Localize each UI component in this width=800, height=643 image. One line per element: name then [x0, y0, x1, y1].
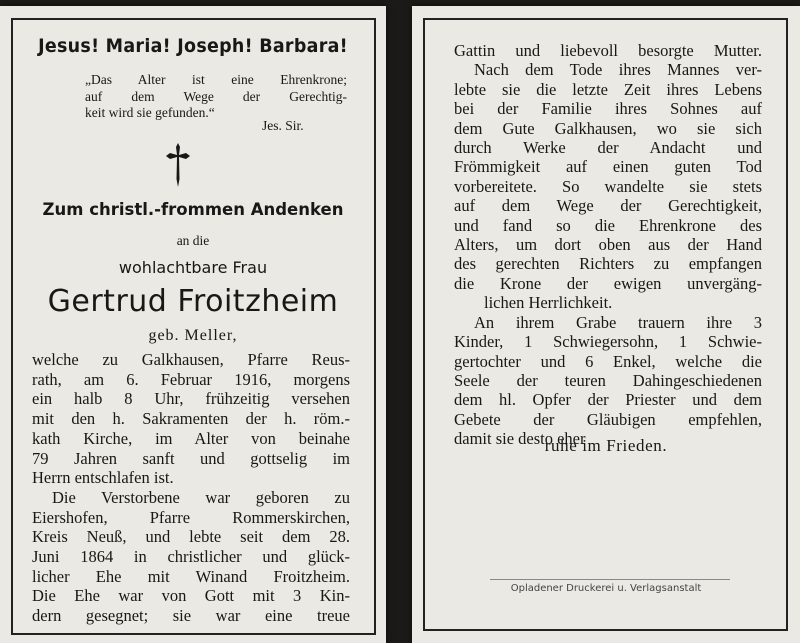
body-line: rath, am 6. Februar 1916, morgens: [32, 369, 350, 389]
body-line: bei der Familie ihres Sohnes auf: [454, 99, 762, 119]
body-line: mit den h. Sakramenten der h. röm.-: [32, 409, 350, 429]
body-line: lichen Herrlichkeit.: [484, 293, 613, 313]
body-line: Nach dem Tode ihres Mannes ver-: [474, 60, 762, 80]
body-line: Alters, um dort oben aus der Hand: [454, 235, 762, 255]
motto-source: Jes. Sir.: [262, 118, 304, 133]
motto-line: keit wird sie gefunden.“: [85, 105, 215, 120]
body-line: und fand so die Ehrenkrone des: [454, 215, 762, 235]
honorific: wohlachtbare Frau: [118, 258, 268, 277]
body-line: welche zu Galkhausen, Pfarre Reus-: [32, 350, 350, 369]
body-line: lebte sie die letzte Zeit ihres Lebens: [454, 79, 762, 99]
body-line: Gebete der Gläubigen empfehlen,: [454, 409, 762, 429]
body-line: Die Verstorbene war geboren zu: [52, 487, 350, 507]
body-line: dem hl. Opfer der Priester und dem: [454, 390, 762, 410]
body-line: kath Kirche, im Alter von beinahe: [32, 428, 350, 448]
body-line: Die Ehe war von Gott mit 3 Kin-: [32, 586, 350, 606]
body-line: An ihrem Grabe trauern ihre 3: [474, 312, 762, 332]
body-line: vorbereitete. So wandelte sie stets: [454, 176, 762, 196]
body-line: gertochter und 6 Enkel, welche die: [454, 351, 762, 371]
body-line: Juni 1864 in christlicher und glück-: [32, 547, 350, 567]
body-line: Gattin und liebevoll besorgte Mutter.: [454, 41, 762, 60]
body-line: licher Ehe mit Winand Froitzheim.: [32, 566, 350, 586]
body-line: Frömmigkeit auf einen guten Tod: [454, 157, 762, 177]
left-page: [0, 6, 386, 643]
invocation: Jesus! Maria! Joseph! Barbara!: [38, 35, 348, 57]
motto-line: „Das Alter ist eine Ehrenkrone;: [85, 72, 347, 87]
an-die-text: an die: [176, 233, 210, 248]
motto-quote: [85, 72, 347, 122]
body-line: ein halb 8 Uhr, frühzeitig versehen: [32, 389, 350, 409]
deceased-name: Gertrud Froitzheim: [47, 284, 339, 319]
closing-line: ruhe im Frieden.: [544, 436, 668, 455]
right-page: [412, 6, 800, 643]
body-line: Herrn entschlafen ist.: [32, 468, 174, 488]
body-line: 79 Jahren sanft und gottselig im: [32, 448, 350, 468]
body-line: dem Gute Galkhausen, wo sie sich: [454, 118, 762, 138]
body-line: die Krone der ewigen unvergäng-: [454, 273, 762, 293]
body-line: Eiershofen, Pfarre Rommerskirchen,: [32, 507, 350, 527]
body-line: Kinder, 1 Schwiegersohn, 1 Schwie-: [454, 332, 762, 352]
cross-icon: [166, 143, 190, 187]
memorial-heading: Zum christl.-frommen Andenken: [42, 200, 344, 219]
maiden-name: geb. Meller,: [148, 327, 238, 344]
body-line: durch Werke der Andacht und: [454, 138, 762, 158]
body-line: dern gesegnet; sie war eine treue: [32, 606, 350, 626]
printer-imprint: Opladener Druckerei u. Verlagsanstalt: [510, 583, 702, 594]
body-line: Seele der teuren Dahingeschiedenen: [454, 370, 762, 390]
body-line: Kreis Neuß, und lebte seit dem 28.: [32, 527, 350, 547]
motto-line: auf dem Wege der Gerechtig-: [85, 88, 347, 104]
body-line: des gerechten Richters zu empfangen: [454, 254, 762, 274]
body-line: damit sie desto eher: [454, 429, 586, 449]
right-body-text: [454, 41, 762, 449]
printer-rule: [490, 579, 730, 580]
left-body-text: [32, 350, 350, 626]
body-line: auf dem Wege der Gerechtigkeit,: [454, 196, 762, 216]
